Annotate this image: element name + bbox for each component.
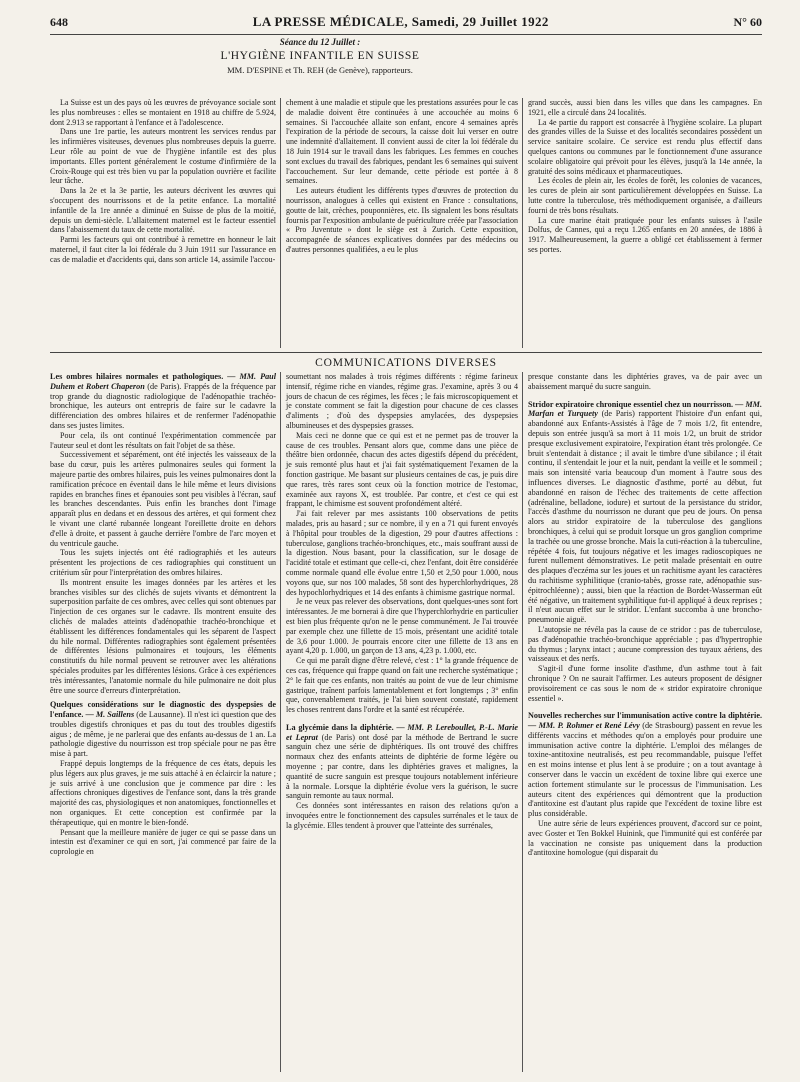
report-title: L'HYGIÈNE INFANTILE EN SUISSE (220, 50, 420, 62)
page-number: 648 (50, 15, 68, 29)
paragraph: Dans une 1re partie, les auteurs montrent les services rendus par les infirmières visiteuses, devenues plus nombreuses depuis la guerre. Leur rôle au point de vue de l'hygiène infantile est des plus importants. Elles portent généralement le costume d'infirmière de la Croix-Rouge qui est très bien vu par la population ouvrière et facilite leur tâche. (50, 127, 276, 186)
session-date: Séance du 12 Juillet : (279, 37, 361, 47)
hygiene-column-1 (50, 98, 276, 265)
paragraph: Une autre série de leurs expériences prouvent, d'accord sur ce point, avec Goster et Ten Bokkel Huinink, que l'immunité qui est conférée par la vaccination ne consiste pas uniquement dans la production d'antitoxine homologue (qui disparait du (528, 819, 762, 858)
paragraph: chement à une maladie et stipule que les prestations assurées pour le cas de maladie doivent être continuées à une accouchée au moins 6 semaines. Si l'accouchée allaite son enfant, encore 4 semaines après l'expiration de la période de secours, la caisse doit lui verser en outre une indemnité d'allaitement. Il convient aussi de citer la loi fédérale du 18 Juin 1914 sur le travail dans les fabriques. Les femmes en couches sont exclues du travail des fabriques, pendant les 6 semaines qui suivent l'accouchement. Sur leur demande, cette période est portée à 8 semaines. (286, 98, 518, 186)
article-title: Quelques considérations sur le diagnostic des dyspepsies de l'enfance. (50, 700, 276, 720)
paragraph: L'autopsie ne révéla pas la cause de ce stridor : pas de tuberculose, pas d'adénopathie trachéo-bronchique appréciable ; pas d'hypertrophie du thymus ; larynx intact ; aucune compression des tuyaux aériens, des vaisseaux et des nerfs. (528, 624, 762, 664)
session-heading (50, 37, 530, 75)
article-authors: — M. Saillens (85, 710, 135, 720)
issue-number: N° 60 (733, 15, 762, 29)
paragraph: Les écoles de plein air, les écoles de forêt, les colonies de vacances, les cures de plein air sont particulièrement développées en Suisse. La lutte contre la tuberculose, très méthodiquement organisée, a d'ailleurs fourni de très bons résultats. (528, 176, 762, 215)
article-authors: — MM. P. Rohmer et René Lévy (528, 721, 640, 731)
journal-title: LA PRESSE MÉDICALE, Samedi, 29 Juillet 1922 (252, 14, 549, 29)
communications-column-3 (528, 372, 762, 858)
paragraph: Pour cela, ils ont continué l'expérimentation commencée par l'auteur seul et dont les résultats on fait l'objet de sa thèse. (50, 430, 276, 450)
communications-column-1 (50, 372, 276, 857)
article-lead: (de Strasbourg) passent en revue les différents vaccins et méthodes qu'on a employés pour produire une immunisation active contre la diphtérie. L'emploi des mélanges de toxine-antitoxine neutralisés, est peu recommandable, puisque l'effet en est moins intense et plus lent à se produire ; on a tout avantage à conserver dans le vaccin un excédent de toxine libre qui exerce une action fortement stimulante sur le processus de l'immunisation. Les auteurs citent des expériences qui démontrent que la production d'antitoxine est d'autant plus rapide que l'excédent de toxine libre est plus considérable. (528, 721, 762, 819)
paragraph: Parmi les facteurs qui ont contribué à remettre en honneur le lait maternel, il faut citer la loi fédérale du 3 Juin 1911 sur l'assurance en cas de maladie et d'accidents qui, dans son article 14, assimile l'accou- (50, 235, 276, 264)
paragraph: Les auteurs étudient les différents types d'œuvres de protection du nourrisson, analogues à celles qui existent en France : consultations, goutte de lait, crèches, pouponnières, etc. Ils signalent les bons résultats fournis par l'exposition ambulante de puériculture créée par l'association « Pro Juventute » dont le siège est à Zurich. Cette exposition, accompagnée de séances explicatives données par des médecins ou d'autres personnes qualifiées, a eu le plus (286, 186, 518, 254)
paragraph: Je ne veux pas relever des observations, dont quelques-unes sont fort intéressantes. Je me bornerai à dire que l'hyperchlorhydrie en particulier est bien plus fréquente qu'on ne le pense communément. Je l'ai trouvée par exemple chez une fillette de 15 mois, présentant une acidité totale de 3,6 pour 1.000. Je pourrais encore citer une fillette de 13 ans en ayant 4,20 p. 1.000, un garçon de 13 ans, 4,23 p. 1.000, etc. (286, 597, 518, 656)
article-heading (50, 700, 276, 759)
article-authors: — MM. Paul Duhem et Robert Chaperon (50, 372, 277, 391)
paragraph: Mais ceci ne donne que ce qui est et ne permet pas de trouver la cause de ces troubles. Pensant alors que, comme dans une pièce de théâtre bien ordonnée, chacun des actes digestifs dépend du précédent, je suis remonté plus haut et j'ai fait systématiquement l'examen de la fonction gastrique. Me basant sur plusieurs centaines de cas, je puis dire que rares, très rares sont ceux où la fonction motrice de l'estomac, examinée aux rayons X, est troublée. Par contre, et c'est ce qui est frappant, le chimisme est souvent profondément altéré. (286, 430, 518, 509)
paragraph: J'ai fait relever par mes assistants 100 observations de petits malades, pris au hasard ; sur ce nombre, il y en a 71 qui furent envoyés à l'hôpital pour troubles de la digestion, 29 pour d'autres affections : tuberculose, ganglions trachéo-bronchiques, etc., mais souffrant aussi de la digestion. Nous basant, pour la classification, sur le dosage de l'acidité totale et estimant que celle-ci, chez l'enfant, doit être considérée comme normale quand elle évolue entre 1,50 et 2,50 pour 1.000, nous voyons que, sur nos 100 malades, 58 sont des hyperchlorhydriques, 28 des hypochlorhydriques et 14 des enfants à chimisme gastrique normal. (286, 509, 519, 597)
paragraph: La cure marine était pratiquée pour les enfants suisses à l'asile Dolfus, de Cannes, qui a reçu 1.265 enfants en 20 années, de 1886 à 1917. Malheureusement, la guerre a obligé cet établissement à fermer ses portes. (528, 215, 762, 254)
paragraph: Tous les sujets injectés ont été radiographiés et les auteurs présentent les projections de ces radiographies qui constituent un critérium sûr pour l'interprétation des ombres hilaires. (50, 548, 276, 577)
paragraph: S'agit-il d'une forme insolite d'asthme, d'un asthme tout à fait chronique ? On ne saurait l'affirmer. Les auteurs proposent de désigner provisoirement ce cas sous le nom de « stridor expiratoire chronique essentiel ». (528, 664, 762, 703)
paragraph: grand succès, aussi bien dans les villes que dans les campagnes. En 1921, elle a circulé dans 24 localités. (528, 98, 762, 117)
column-rule (280, 98, 281, 348)
article-heading (528, 400, 762, 625)
paragraph: Frappé depuis longtemps de la fréquence de ces états, depuis les plus légers aux plus graves, je me suis attaché à en éclaircir la nature ; je suis arrivé à une conclusion que je commence par dire : les affections chroniques digestives de l'enfance sont, dans la très grande majorité des cas, physiologiques et non anatomiques, fonctionnelles et non organiques. Et cette conception est confirmée par la thérapeutique, qui en montre le bien-fondé. (50, 759, 276, 827)
article-lead: (de Paris). Frappés de la fréquence par trop grande du diagnostic radiologique de l'adénopathie trachéo-bronchique, les auteurs ont entrepris de faire sur le cadavre la différenciation des ombres hilaires et de renfermer l'adénopathie dans ses justes limites. (50, 381, 277, 430)
article-title: Les ombres hilaires normales et pathologiques. (50, 372, 224, 381)
hygiene-column-3 (528, 98, 762, 255)
article-title: Stridor expiratoire chronique essentiel chez un nourrisson. (528, 399, 734, 409)
article-authors: — MM. Marfan et Turquety (528, 399, 763, 419)
column-rule (522, 372, 523, 1072)
paragraph: Dans la 2e et la 3e partie, les auteurs décrivent les œuvres qui s'occupent des nourrissons et de la petite enfance. La mortalité infantile de la 1re année a diminué en Suisse de plus de la moitié, depuis un demi-siècle. L'allaitement maternel est le facteur essentiel dans l'abaissement du taux de cette mortalité. (50, 186, 276, 235)
communications-column-2 (286, 372, 518, 831)
section-rule (50, 352, 762, 353)
paragraph: presque constante dans les diphtéries graves, va de pair avec un abaissement marqué du sucre sanguin. (528, 372, 762, 391)
article-lead: (de Paris) ont dosé par la méthode de Bertrand le sucre sanguin chez une série de diphtériques. Ils ont trouvé des chiffres normaux chez des enfants atteints de diphtérie de forme légère ou moyenne ; par contre, dans les diphtéries graves et malignes, la quantité de sucre sanguin est presque toujours notablement inférieure à la normale. Lorsque la diphtérie évolue vers la guérison, le sucre sanguin remonte au taux normal. (286, 732, 519, 801)
reporters: MM. D'ESPINE et Th. REH (de Genève), rapporteurs. (227, 65, 413, 75)
article-heading (50, 372, 276, 431)
paragraph: La Suisse est un des pays où les œuvres de prévoyance sociale sont les plus nombreuses : elles se montaient en 1918 au chiffre de 5.924, dont 2.913 se rapportant à l'enfance et à l'adolescence. (50, 98, 276, 127)
article-heading (528, 711, 762, 819)
paragraph: Successivement et séparément, ont été injectés les vaisseaux de la base du cœur, puis les artères pulmonaires seules qui forment la majeure partie des ombres hilaires, puis les veines pulmonaires dont la ramification précoce en éventail dans le hile même et leurs divisions rapides en branches fines et épanouies sont peu visibles à l'écran, sauf les branches descendantes. Puis enfin les branches dont l'image apparaît plus en dedans et en dessous des artères, et qui forment chez le vivant une clarté rubannée longeant l'oreillette droite en dehors d'elle à droite, et passent à gauche derrière l'ombre de l'arc moyen et du ventricule gauche. (50, 450, 276, 548)
section-title: COMMUNICATIONS DIVERSES (315, 357, 497, 369)
paragraph: Ces données sont intéressantes en raison des relations qu'on a invoquées entre le fonctionnement des capsules surrénales et le taux de la glycémie. Elles tendent à prouver que l'atteinte des surrénales, (286, 801, 518, 830)
hygiene-column-2 (286, 98, 518, 255)
column-rule (522, 98, 523, 348)
article-authors: — MM. P. Lereboullet, P.-L. Marie et Leprat (286, 722, 518, 742)
header-rule (50, 34, 762, 35)
page-header (50, 14, 762, 34)
column-rule (280, 372, 281, 1072)
paragraph: Ce qui me paraît digne d'être relevé, c'est : 1° la grande fréquence de ces cas, fréquence qui frappe quand on fait une recherche systématique ; 2° le fait que ces enfants, non traités au point de vue de leur chimisme gastrique, traînent parfois lamentablement et fort longtemps ; 3° enfin que, convenablement traités, je l'ai bien souvent constaté, rapidement les choses rentrent dans l'ordre et la santé est récupérée. (286, 656, 518, 715)
paragraph: soumettant nos malades à trois régimes différents : régime farineux intensif, régime riche en viandes, régime gras. J'examine, après 3 ou 4 jours de chacun de ces régimes, les fèces ; le fais microscopiquement et je constate comment se fait la digestion pour chacune de ces classes d'aliments ; d'où des dyspepsies amylacées, des dyspepsies albumineuses et des dyspepsies grasses. (286, 372, 518, 430)
paragraph: Ils montrent ensuite les images données par les artères et les branches visibles sur des clichés de sujets vivants et démontrent la superposition parfaite de ces ombres, avec celles qui sont obtenues par l'injection de ces organes sur le cadavre. Ils montrent ensuite des clichés de malades atteints d'adénopathie trachéo-bronchique et établissent les différences fondamentales qui les séparent de l'aspect du hile normal. Différentes radiographies sont également présentées de différentes lésions pulmonaires et toujours, les éléments constitutifs du hile normal peuvent se retrouver avec les altérations spéciales produites par les différentes lésions. Grâce à ces expériences très intéressantes, l'anatomie normale du hile pulmonaire ne doit plus être une source d'erreurs d'interprétation. (50, 577, 276, 695)
article-title: La glycémie dans la diphtérie. (286, 722, 394, 732)
article-heading (286, 723, 518, 801)
article-lead: (de Paris) rapportent l'histoire d'un enfant qui, abandonné aux Enfants-Assistés à l'âge de 7 mois 1/2, fit entendre, depuis son entrée jusqu'à sa mort à 11 mois 1/2, un bruit de stridor presque exclusivement expiratoire, l'expiration étant très prolongée. Ce bruit s'entendait à distance ; il avait le timbre d'une sibilance ; il était continu, il s'entendait le jour et la nuit, pendant la veille et le sommeil ; mais son intensité varia beaucoup d'un moment à l'autre sous des influences diverses. Le diagnostic d'asthme, porté au début, fut abandonné en raison de l'échec des traitements de cette affection (adrénaline, belladone, iodure) et surtout de la persistance du stridor, l'accès d'asthme du nourrisson ne durant que peu de jours. On pensa alors au stridor expiratoire de la tuberculose des ganglions bronchiques, à celui qui se produit lorsque un gros ganglion comprime la trachée ou une grosse bronche. Mais la cuti-réaction à la tuberculine, répétée 4 fois, fut toujours négative et les images radioscopiques ne furent nullement démonstratives. Le petit malade présentait en outre des plaques d'eczéma sur les joues et un rachitisme ayant les caractères du rachitisme syphilitique (cranio-tabès, grosse rate, adénopathie sus-épitrochléenne) ; aussi, bien que la réaction de Bordet-Wasserman eût été négative, un traitement syphilitique fut-il appliqué à deux reprises ; il n'eut aucun effet sur le stridor. L'enfant succomba à une broncho-pneumonie aiguë. (528, 409, 762, 625)
journal-page (50, 14, 762, 1074)
paragraph: La 4e partie du rapport est consacrée à l'hygiène scolaire. La plupart des grandes villes de la Suisse et des localités secondaires possèdent un service sanitaire scolaire. Ce service est rendu plus effectif dans quelques cantons ou communes par le fonctionnement d'une assurance scolaire obligatoire qui prévoit pour les élèves, jusqu'à la 14e année, la gratuité des soins médicaux et pharmaceutiques. (528, 117, 762, 176)
paragraph: Pensant que la meilleure manière de juger ce qui se passe dans un intestin est d'examiner ce qui en sort, j'ai commencé par faire de la coprologie en (50, 827, 276, 857)
article-title: Nouvelles recherches sur l'immunisation active contre la diphtérie. (528, 711, 762, 721)
article-lead: (de Lausanne). Il n'est ici question que des troubles digestifs chroniques et pas du tout des troubles digestifs aigus ; de même, je ne parlerai que des enfants au-dessus de 1 an. La pathologie digestive du nourrisson est trop spéciale pour ne pas être mise à part. (50, 710, 277, 759)
